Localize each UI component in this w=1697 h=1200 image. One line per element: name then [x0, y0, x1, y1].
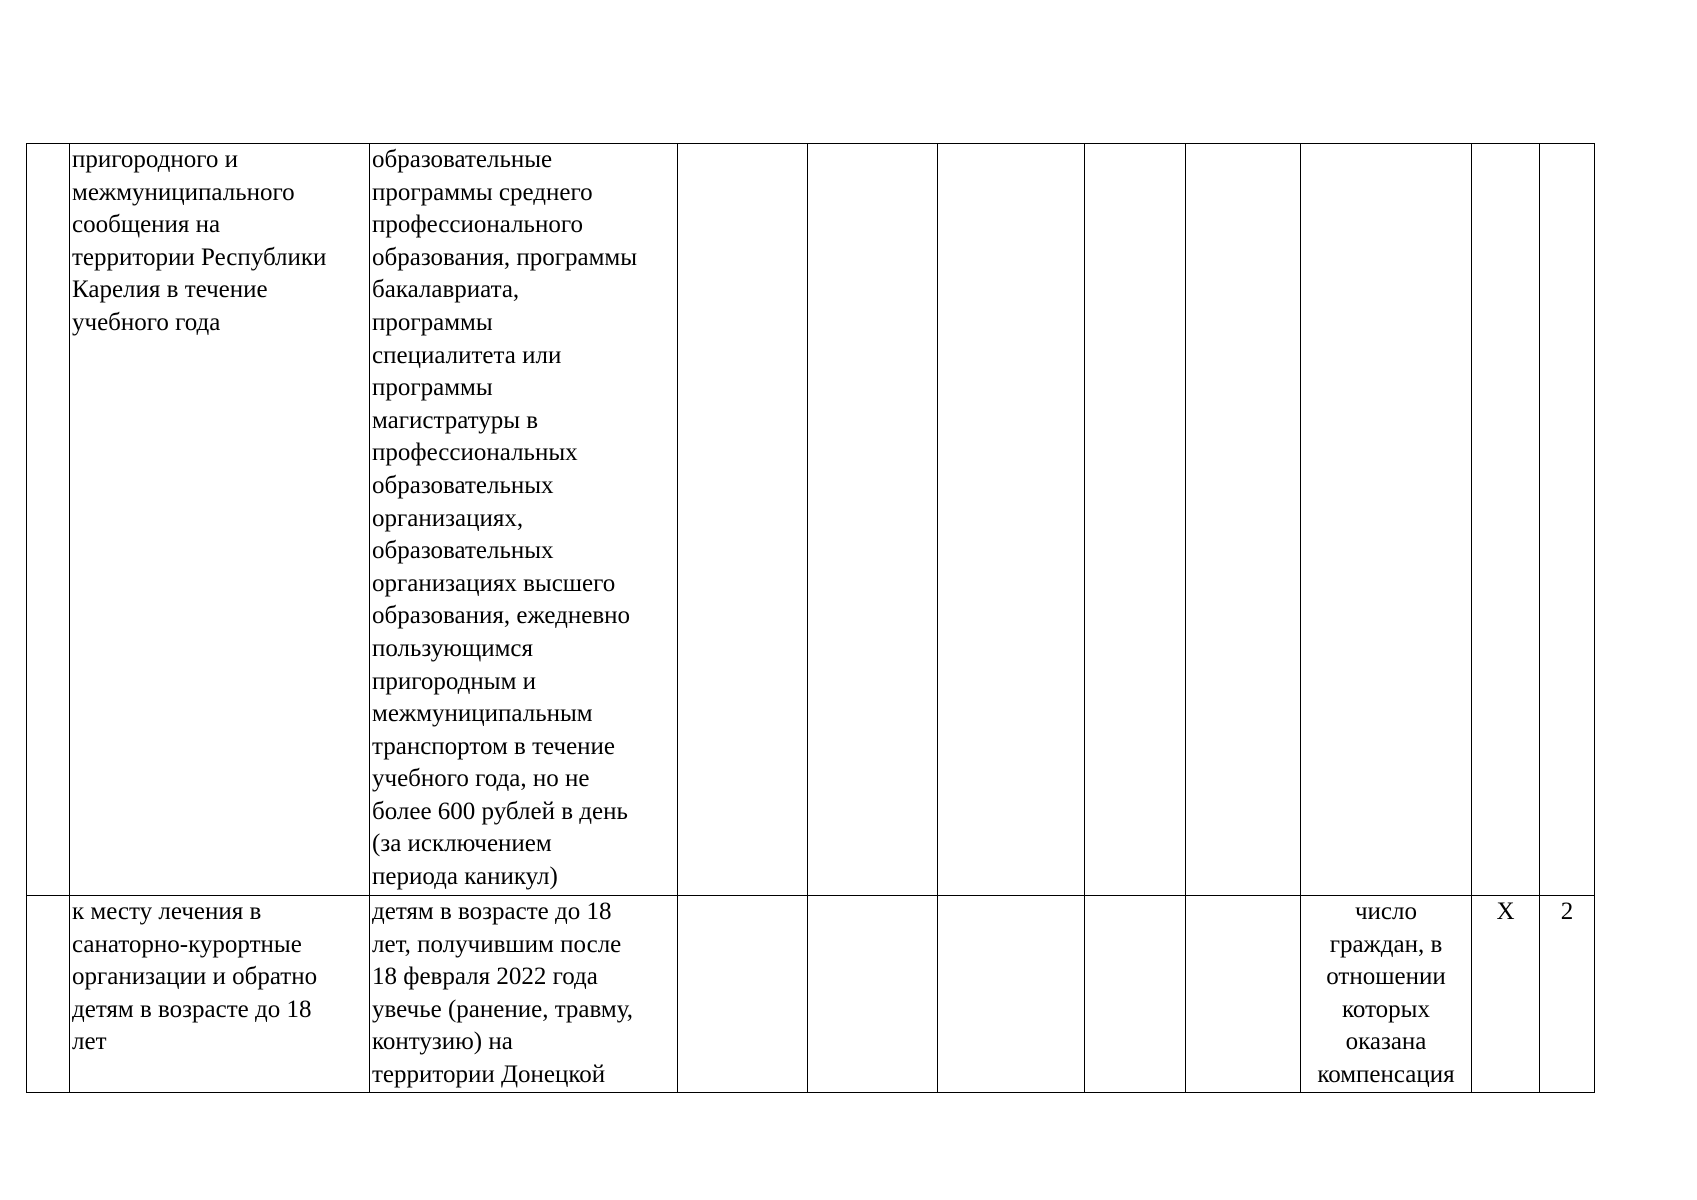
- table-cell-empty: [678, 896, 808, 1093]
- table-cell-number: [27, 144, 70, 896]
- table-cell-purpose: к месту лечения в санаторно-курортные организации и обратно детям в возрасте до 18 лет: [70, 896, 370, 1093]
- document-table: [26, 143, 1595, 1093]
- table-cell-empty: [938, 144, 1085, 896]
- table-cell-empty: [1085, 896, 1186, 1093]
- table-cell-code: [1540, 144, 1595, 896]
- table-cell-unit: Х: [1472, 896, 1540, 1093]
- table-cell-code: 2: [1540, 896, 1595, 1093]
- table-row: [27, 896, 1595, 1093]
- table-cell-empty: [1085, 144, 1186, 896]
- table-cell-purpose: пригородного и межмуниципального сообщения на территории Республики Карелия в течение учебного года: [70, 144, 370, 896]
- table-cell-indicator: [1301, 144, 1472, 896]
- table-cell-recipients: образовательные программы среднего профессионального образования, программы бакалавриата, программы специалитета или программы магистратуры в профессиональных образовательных организациях, образовательных организациях высшего образования, ежедневно пользующимся пригородным и межмуниципальным транспортом в течение учебного года, но не более 600 рублей в день (за исключением периода каникул): [370, 144, 678, 896]
- table-cell-empty: [1186, 896, 1301, 1093]
- table-cell-number: [27, 896, 70, 1093]
- table-cell-empty: [808, 896, 938, 1093]
- table-cell-empty: [678, 144, 808, 896]
- table-cell-unit: [1472, 144, 1540, 896]
- table-cell-empty: [808, 144, 938, 896]
- table-cell-recipients: детям в возрасте до 18 лет, получившим после 18 февраля 2022 года увечье (ранение, травму, контузию) на территории Донецкой: [370, 896, 678, 1093]
- table-row: [27, 144, 1595, 896]
- table-cell-empty: [938, 896, 1085, 1093]
- table-cell-indicator: число граждан, в отношении которых оказана компенсация: [1301, 896, 1472, 1093]
- table-cell-empty: [1186, 144, 1301, 896]
